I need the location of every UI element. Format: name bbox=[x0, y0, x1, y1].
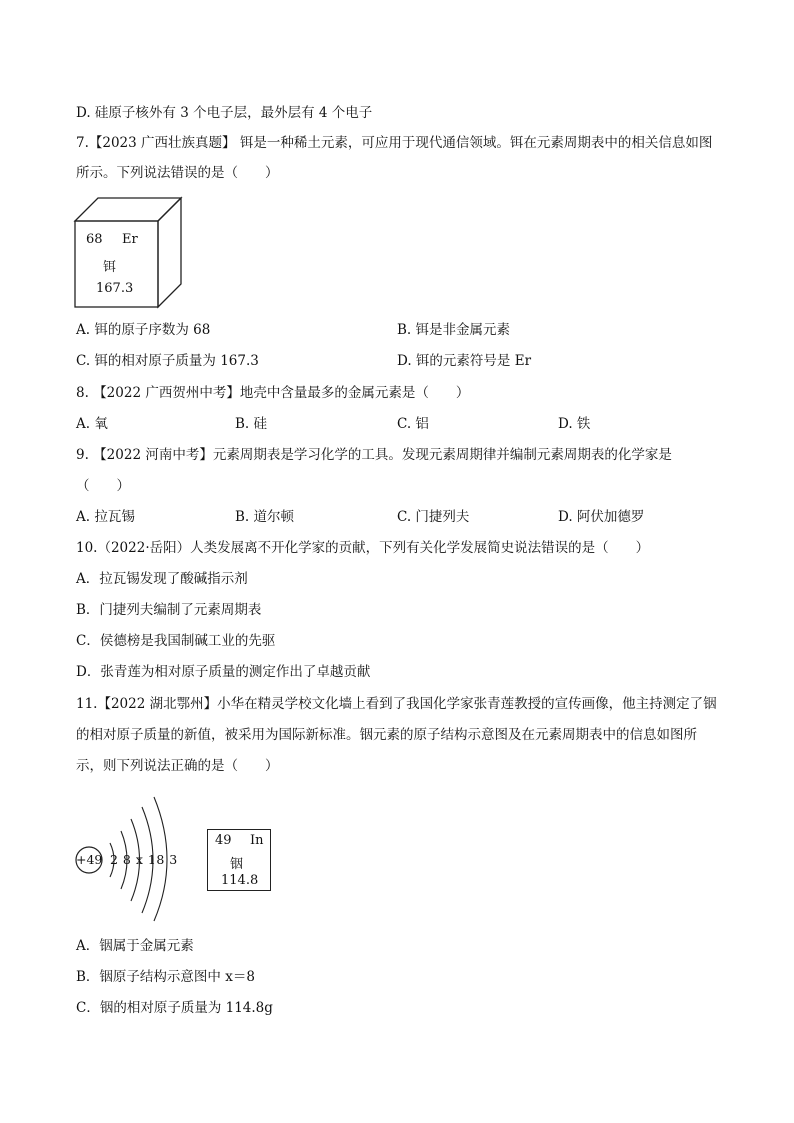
indium-atomic-number: 49 bbox=[215, 833, 232, 848]
q7-stem-line1: 7.【2023 广西壮族真题】 铒是一种稀土元素，可应用于现代通信领域。铒在元素周期表中的相关信息如图 bbox=[76, 135, 713, 151]
indium-symbol: In bbox=[250, 833, 264, 848]
q9-option-d: D. 阿伏加德罗 bbox=[558, 509, 645, 525]
erbium-symbol: Er bbox=[122, 232, 138, 247]
q10-option-b: B．门捷列夫编制了元素周期表 bbox=[76, 602, 262, 618]
q10-option-a: A．拉瓦锡发现了酸碱指示剂 bbox=[76, 571, 248, 587]
q8-option-d: D. 铁 bbox=[558, 416, 591, 432]
q11-option-a: A．铟属于金属元素 bbox=[76, 938, 194, 954]
q10-stem: 10.（2022·岳阳）人类发展离不开化学家的贡献，下列有关化学发展简史说法错误的是（ ） bbox=[76, 540, 650, 556]
q7-option-d: D. 铒的元素符号是 Er bbox=[397, 353, 532, 369]
q9-option-a: A. 拉瓦锡 bbox=[76, 509, 135, 525]
indium-electron-shells: 2 8 x 18 3 bbox=[110, 852, 178, 867]
erbium-atomic-number: 68 bbox=[86, 232, 103, 247]
q11-stem-line1: 11.【2022 湖北鄂州】小华在精灵学校文化墙上看到了我国化学家张青莲教授的宣传画像，他主持测定了铟 bbox=[76, 696, 717, 712]
q9-option-c: C. 门捷列夫 bbox=[397, 509, 470, 525]
q8-option-b: B. 硅 bbox=[235, 416, 268, 432]
q7-option-b: B. 铒是非金属元素 bbox=[397, 322, 511, 338]
q7-option-a: A. 铒的原子序数为 68 bbox=[76, 322, 211, 338]
q10-option-c: C．侯德榜是我国制碱工业的先驱 bbox=[76, 633, 276, 649]
erbium-name: 铒 bbox=[103, 260, 117, 275]
q9-option-b: B. 道尔顿 bbox=[235, 509, 295, 525]
q11-stem-line2: 的相对原子质量的新值，被采用为国际新标准。铟元素的原子结构示意图及在元素周期表中的信息如图所 bbox=[76, 727, 697, 743]
q7-stem-line2: 所示。下列说法错误的是（ ） bbox=[76, 165, 279, 181]
q8-option-c: C. 铝 bbox=[397, 416, 429, 432]
q8-stem: 8. 【2022 广西贺州中考】地壳中含量最多的金属元素是（ ） bbox=[76, 385, 470, 401]
q11-option-c: C．铟的相对原子质量为 114.8g bbox=[76, 1000, 273, 1016]
indium-nucleus-charge: +49 bbox=[76, 852, 103, 867]
q11-option-b: B．铟原子结构示意图中 x＝8 bbox=[76, 969, 255, 985]
q10-option-d: D．张青莲为相对原子质量的测定作出了卓越贡献 bbox=[76, 664, 371, 680]
erbium-mass: 167.3 bbox=[96, 281, 134, 296]
indium-mass: 114.8 bbox=[221, 873, 259, 888]
q11-stem-line3: 示，则下列说法正确的是（ ） bbox=[76, 758, 279, 774]
q8-option-a: A. 氧 bbox=[76, 416, 108, 432]
q9-stem-line1: 9. 【2022 河南中考】元素周期表是学习化学的工具。发现元素周期律并编制元素周期表的化学家是 bbox=[76, 447, 672, 463]
q6-option-d: D. 硅原子核外有 3 个电子层，最外层有 4 个电子 bbox=[76, 105, 373, 121]
q7-option-c: C. 铒的相对原子质量为 167.3 bbox=[76, 353, 259, 369]
q9-stem-line2: （ ） bbox=[76, 478, 130, 494]
indium-name: 铟 bbox=[230, 857, 244, 872]
